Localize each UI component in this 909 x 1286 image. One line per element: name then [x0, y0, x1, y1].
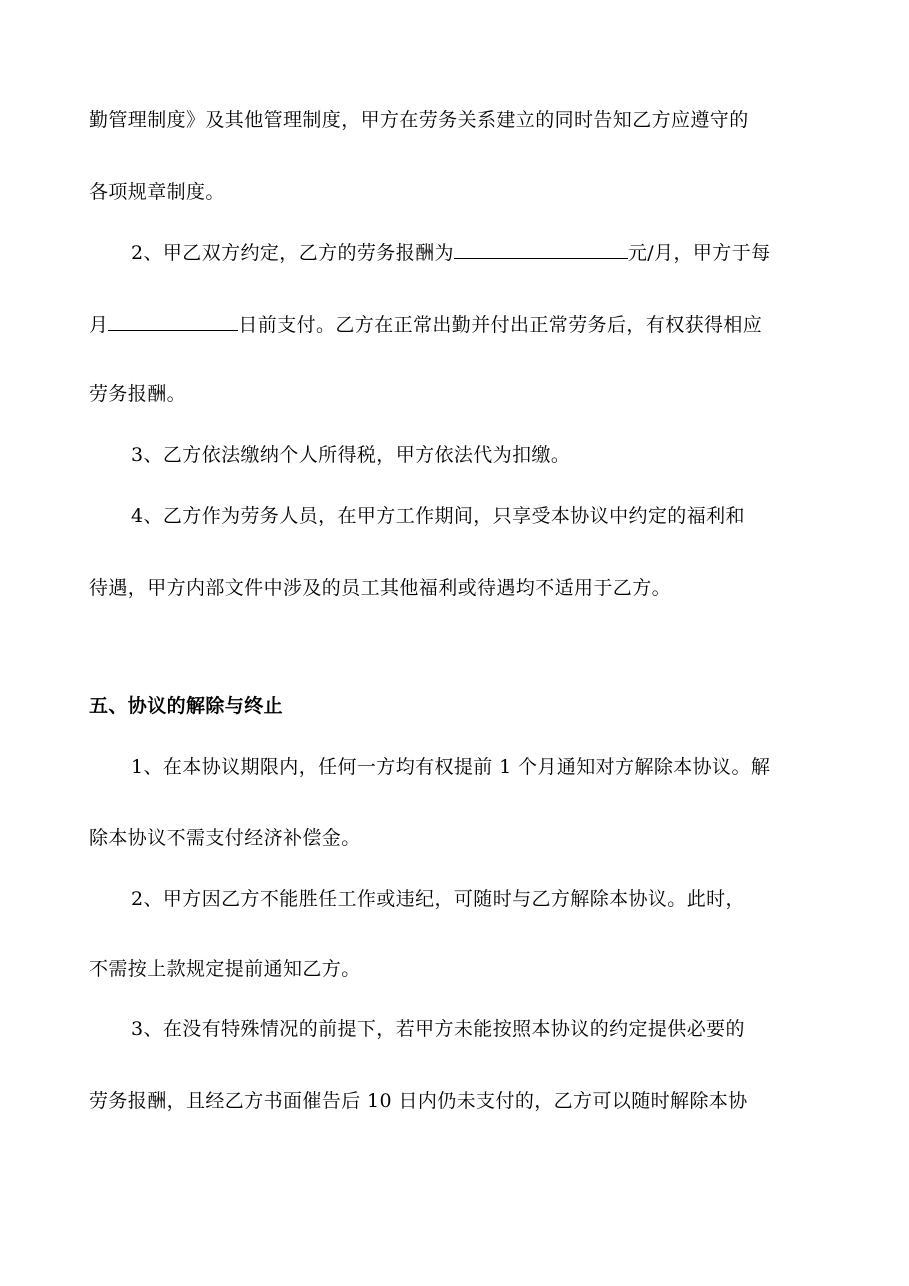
- paragraph-line: 各项规章制度。: [89, 181, 225, 203]
- paragraph-line: 不需按上款规定提前通知乙方。: [89, 958, 361, 980]
- paragraph-line: 勤管理制度》及其他管理制度，甲方在劳务关系建立的同时告知乙方应遵守的: [89, 109, 749, 131]
- clause-text: 2、甲乙双方约定，乙方的劳务报酬为: [131, 242, 454, 264]
- paragraph-line: 除本协议不需支付经济补偿金。: [89, 827, 361, 849]
- clause-text: 月: [89, 314, 109, 336]
- paragraph-line: [131, 241, 771, 265]
- paragraph-line: 3、乙方依法缴纳个人所得税，甲方依法代为扣缴。: [131, 444, 571, 466]
- clause-text: 日前支付。乙方在正常出勤并付出正常劳务后，有权获得相应: [238, 314, 763, 336]
- section-heading: 五、协议的解除与终止: [89, 695, 284, 717]
- paragraph-line: [89, 313, 762, 337]
- paragraph-line: 2、甲方因乙方不能胜任工作或违纪，可随时与乙方解除本协议。此时，: [131, 888, 745, 910]
- paragraph-line: 1、在本协议期限内，任何一方均有权提前 1 个月通知对方解除本协议。解: [131, 756, 771, 778]
- clause-text: 元/月，甲方于每: [627, 242, 771, 264]
- paragraph-line: 4、乙方作为劳务人员，在甲方工作期间，只享受本协议中约定的福利和: [131, 505, 745, 527]
- paragraph-line: 待遇，甲方内部文件中涉及的员工其他福利或待遇均不适用于乙方。: [89, 577, 672, 599]
- paragraph-line: 劳务报酬。: [89, 383, 187, 405]
- paragraph-line: 3、在没有特殊情况的前提下，若甲方未能按照本协议的约定提供必要的: [131, 1018, 745, 1040]
- paragraph-line: 劳务报酬，且经乙方书面催告后 10 日内仍未支付的，乙方可以随时解除本协: [89, 1090, 748, 1112]
- fill-in-blank-salary: [454, 241, 628, 259]
- fill-in-blank-payday: [108, 313, 238, 331]
